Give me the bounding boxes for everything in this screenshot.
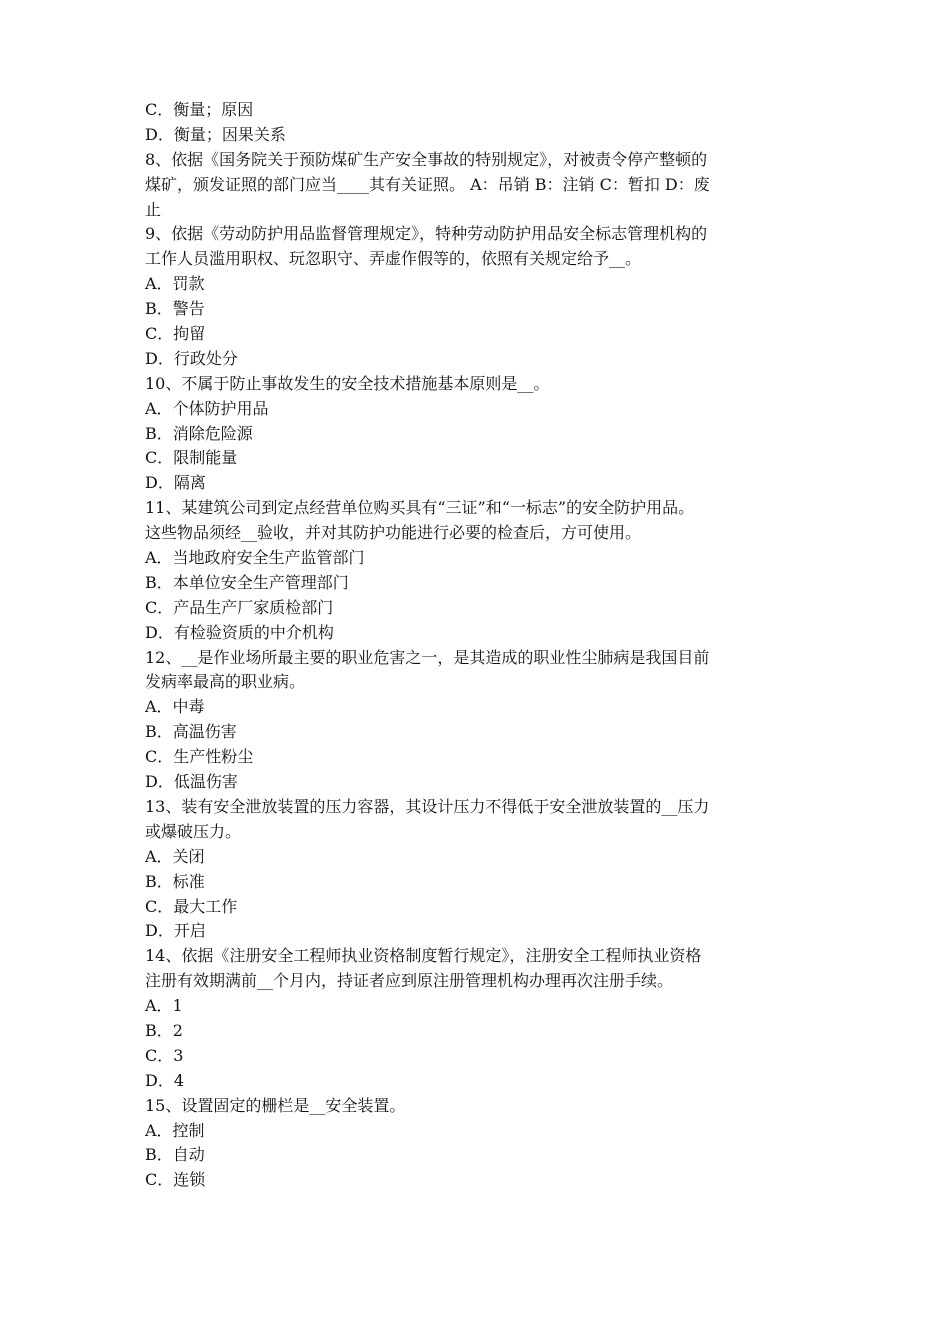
answer-option: B．标准 bbox=[145, 871, 205, 891]
answer-option: B．2 bbox=[145, 1020, 183, 1040]
question-text-line: 煤矿，颁发证照的部门应当____其有关证照。 A：吊销 B：注销 C：暂扣 D：废 bbox=[145, 174, 710, 194]
answer-option: C．连锁 bbox=[145, 1170, 206, 1190]
answer-option: D．行政处分 bbox=[145, 348, 238, 368]
answer-option: D．4 bbox=[145, 1070, 185, 1090]
question-item bbox=[145, 795, 810, 845]
answer-option: B．警告 bbox=[145, 299, 205, 319]
document-page bbox=[145, 98, 810, 1193]
answer-option: B．本单位安全生产管理部门 bbox=[145, 572, 349, 592]
answer-option: B．自动 bbox=[145, 1145, 205, 1165]
answer-option: A．中毒 bbox=[145, 697, 205, 717]
answer-option: A．1 bbox=[145, 996, 183, 1016]
answer-option: C．3 bbox=[145, 1045, 184, 1065]
answer-option: C．生产性粉尘 bbox=[145, 747, 254, 767]
answer-option: D．隔离 bbox=[145, 473, 206, 493]
answer-option: C．最大工作 bbox=[145, 896, 238, 916]
answer-option: C．产品生产厂家质检部门 bbox=[145, 597, 334, 617]
question-item bbox=[145, 496, 810, 546]
question-item bbox=[145, 1094, 810, 1119]
question-item bbox=[145, 646, 810, 696]
question-text-line: 发病率最高的职业病。 bbox=[145, 672, 306, 692]
answer-option: C．拘留 bbox=[145, 324, 206, 344]
question-text-line: 工作人员滥用职权、玩忽职守、弄虚作假等的，依照有关规定给予__。 bbox=[145, 249, 642, 269]
answer-option: D．有检验资质的中介机构 bbox=[145, 622, 334, 642]
answer-option: D．低温伤害 bbox=[145, 772, 238, 792]
answer-option: A．罚款 bbox=[145, 274, 205, 294]
answer-option: B．消除危险源 bbox=[145, 423, 253, 443]
question-text-line: 12、__是作业场所最主要的职业危害之一，是其造成的职业性尘肺病是我国目前 bbox=[145, 647, 710, 667]
answer-option: C．限制能量 bbox=[145, 448, 238, 468]
answer-option: D．衡量；因果关系 bbox=[145, 124, 286, 144]
answer-option: B．高温伤害 bbox=[145, 722, 237, 742]
answer-option: D．开启 bbox=[145, 921, 206, 941]
answer-option: A．当地政府安全生产监管部门 bbox=[145, 548, 365, 568]
question-text-line: 8、依据《国务院关于预防煤矿生产安全事故的特别规定》，对被责令停产整顿的 bbox=[145, 149, 708, 169]
question-text-line: 11、某建筑公司到定点经营单位购买具有“三证”和“一标志”的安全防护用品。 bbox=[145, 498, 695, 518]
question-text-line: 这些物品须经__验收，并对其防护功能进行必要的检查后，方可使用。 bbox=[145, 523, 642, 543]
question-text-line: 14、依据《注册安全工程师执业资格制度暂行规定》，注册安全工程师执业资格 bbox=[145, 946, 702, 966]
question-item bbox=[145, 372, 810, 397]
question-text-line: 15、设置固定的栅栏是__安全装置。 bbox=[145, 1095, 406, 1115]
question-text-line: 止 bbox=[145, 199, 162, 219]
answer-option: A．个体防护用品 bbox=[145, 398, 269, 418]
question-item bbox=[145, 944, 810, 994]
answer-option: C．衡量；原因 bbox=[145, 100, 254, 119]
question-text-line: 注册有效期满前__个月内，持证者应到原注册管理机构办理再次注册手续。 bbox=[145, 971, 674, 991]
question-text-line: 或爆破压力。 bbox=[145, 821, 242, 841]
answer-option: A．控制 bbox=[145, 1120, 205, 1140]
question-item bbox=[145, 222, 810, 272]
question-item bbox=[145, 148, 810, 223]
question-text-line: 9、依据《劳动防护用品监督管理规定》，特种劳动防护用品安全标志管理机构的 bbox=[145, 224, 708, 244]
question-text-line: 10、不属于防止事故发生的安全技术措施基本原则是__。 bbox=[145, 373, 550, 393]
answer-option: A．关闭 bbox=[145, 846, 205, 866]
question-text-line: 13、装有安全泄放装置的压力容器，其设计压力不得低于安全泄放装置的__压力 bbox=[145, 796, 710, 816]
